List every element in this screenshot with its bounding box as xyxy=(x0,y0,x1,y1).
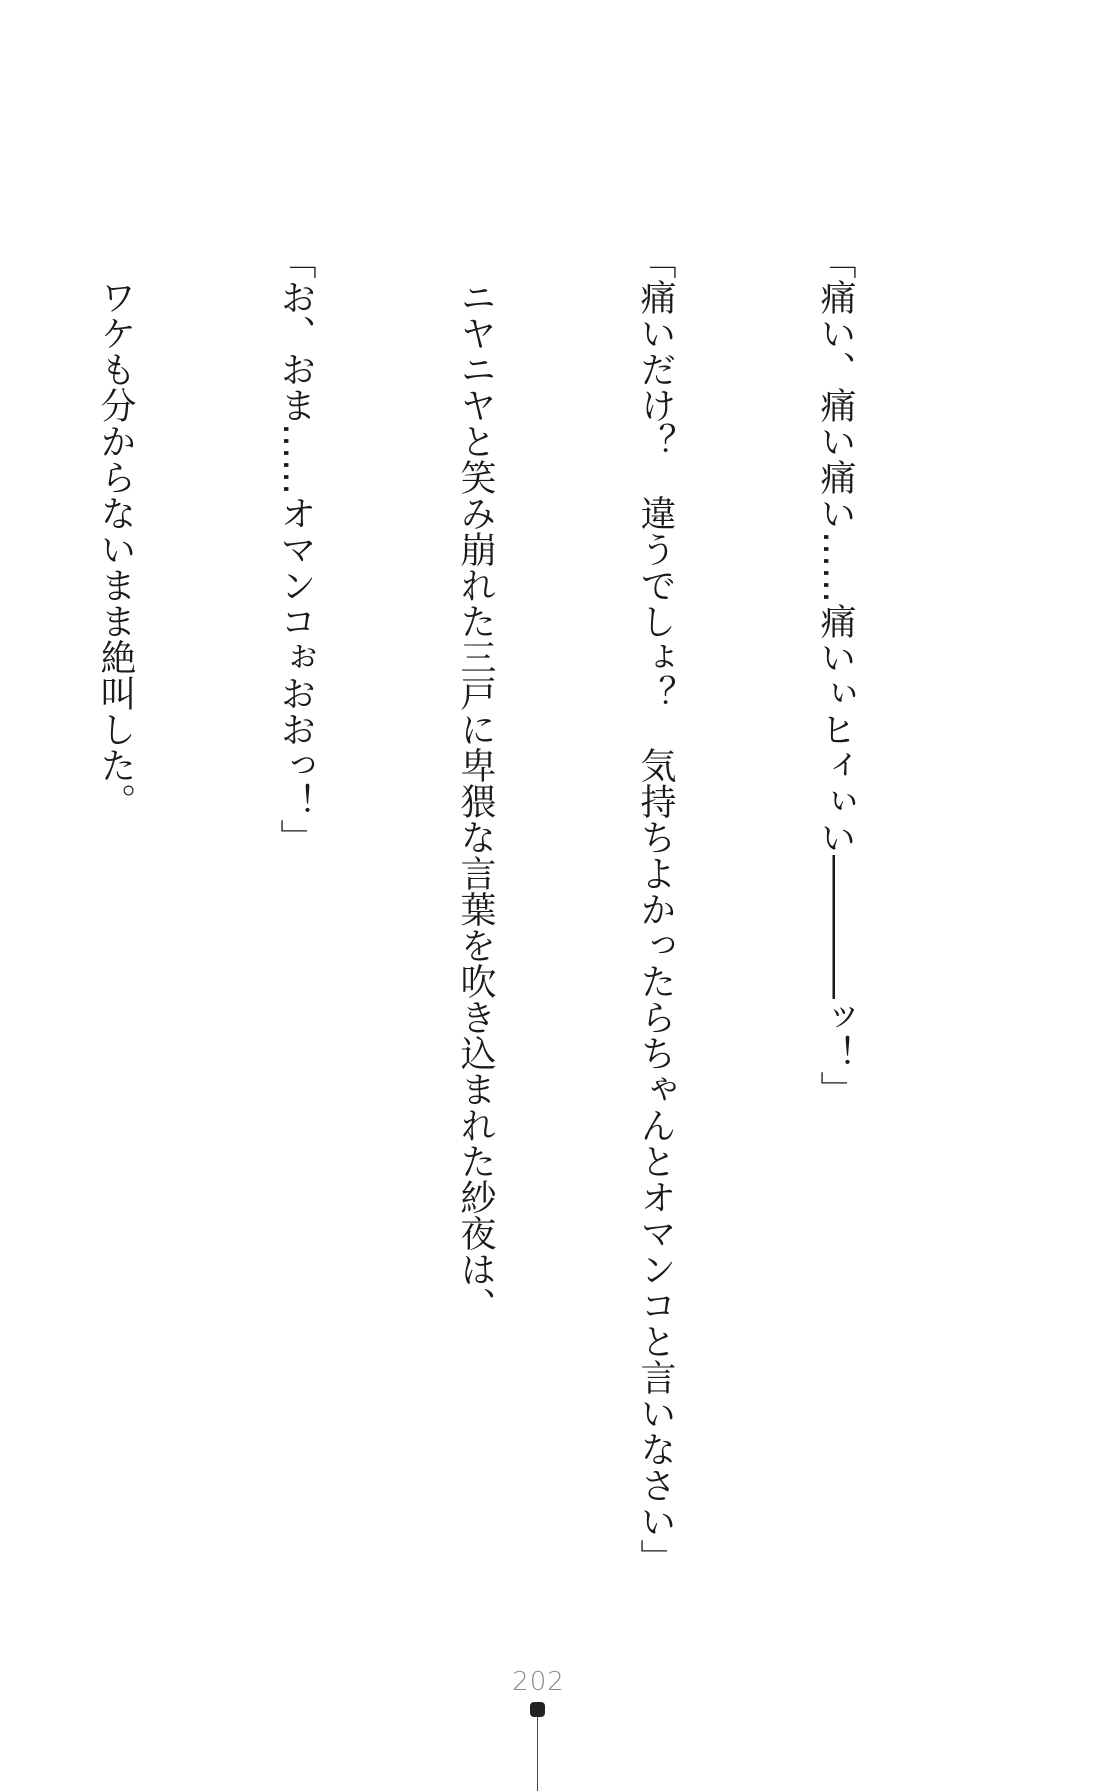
text-line: 「痛いだけ？ 違うでしょ？ 気持ちよかったらちゃんとオマンコと言いなさい」 xyxy=(635,243,676,1575)
text-line: 「お、おま……オマンコぉおおっ！」 xyxy=(275,243,316,855)
text-line: ニヤニヤと笑み崩れた三戸に卑猥な言葉を吹き込まれた紗夜は、 xyxy=(455,243,496,1323)
page-marker-dot xyxy=(530,1702,545,1717)
page-number: 202 xyxy=(512,1667,565,1697)
text-line: 「痛い、痛い痛い……痛いぃヒィぃい――――ッ！」 xyxy=(815,243,856,1107)
text-line: ワケも分からないまま絶叫した。 xyxy=(95,243,136,819)
page-marker-line xyxy=(537,1716,538,1791)
vertical-text-body xyxy=(0,243,985,1575)
